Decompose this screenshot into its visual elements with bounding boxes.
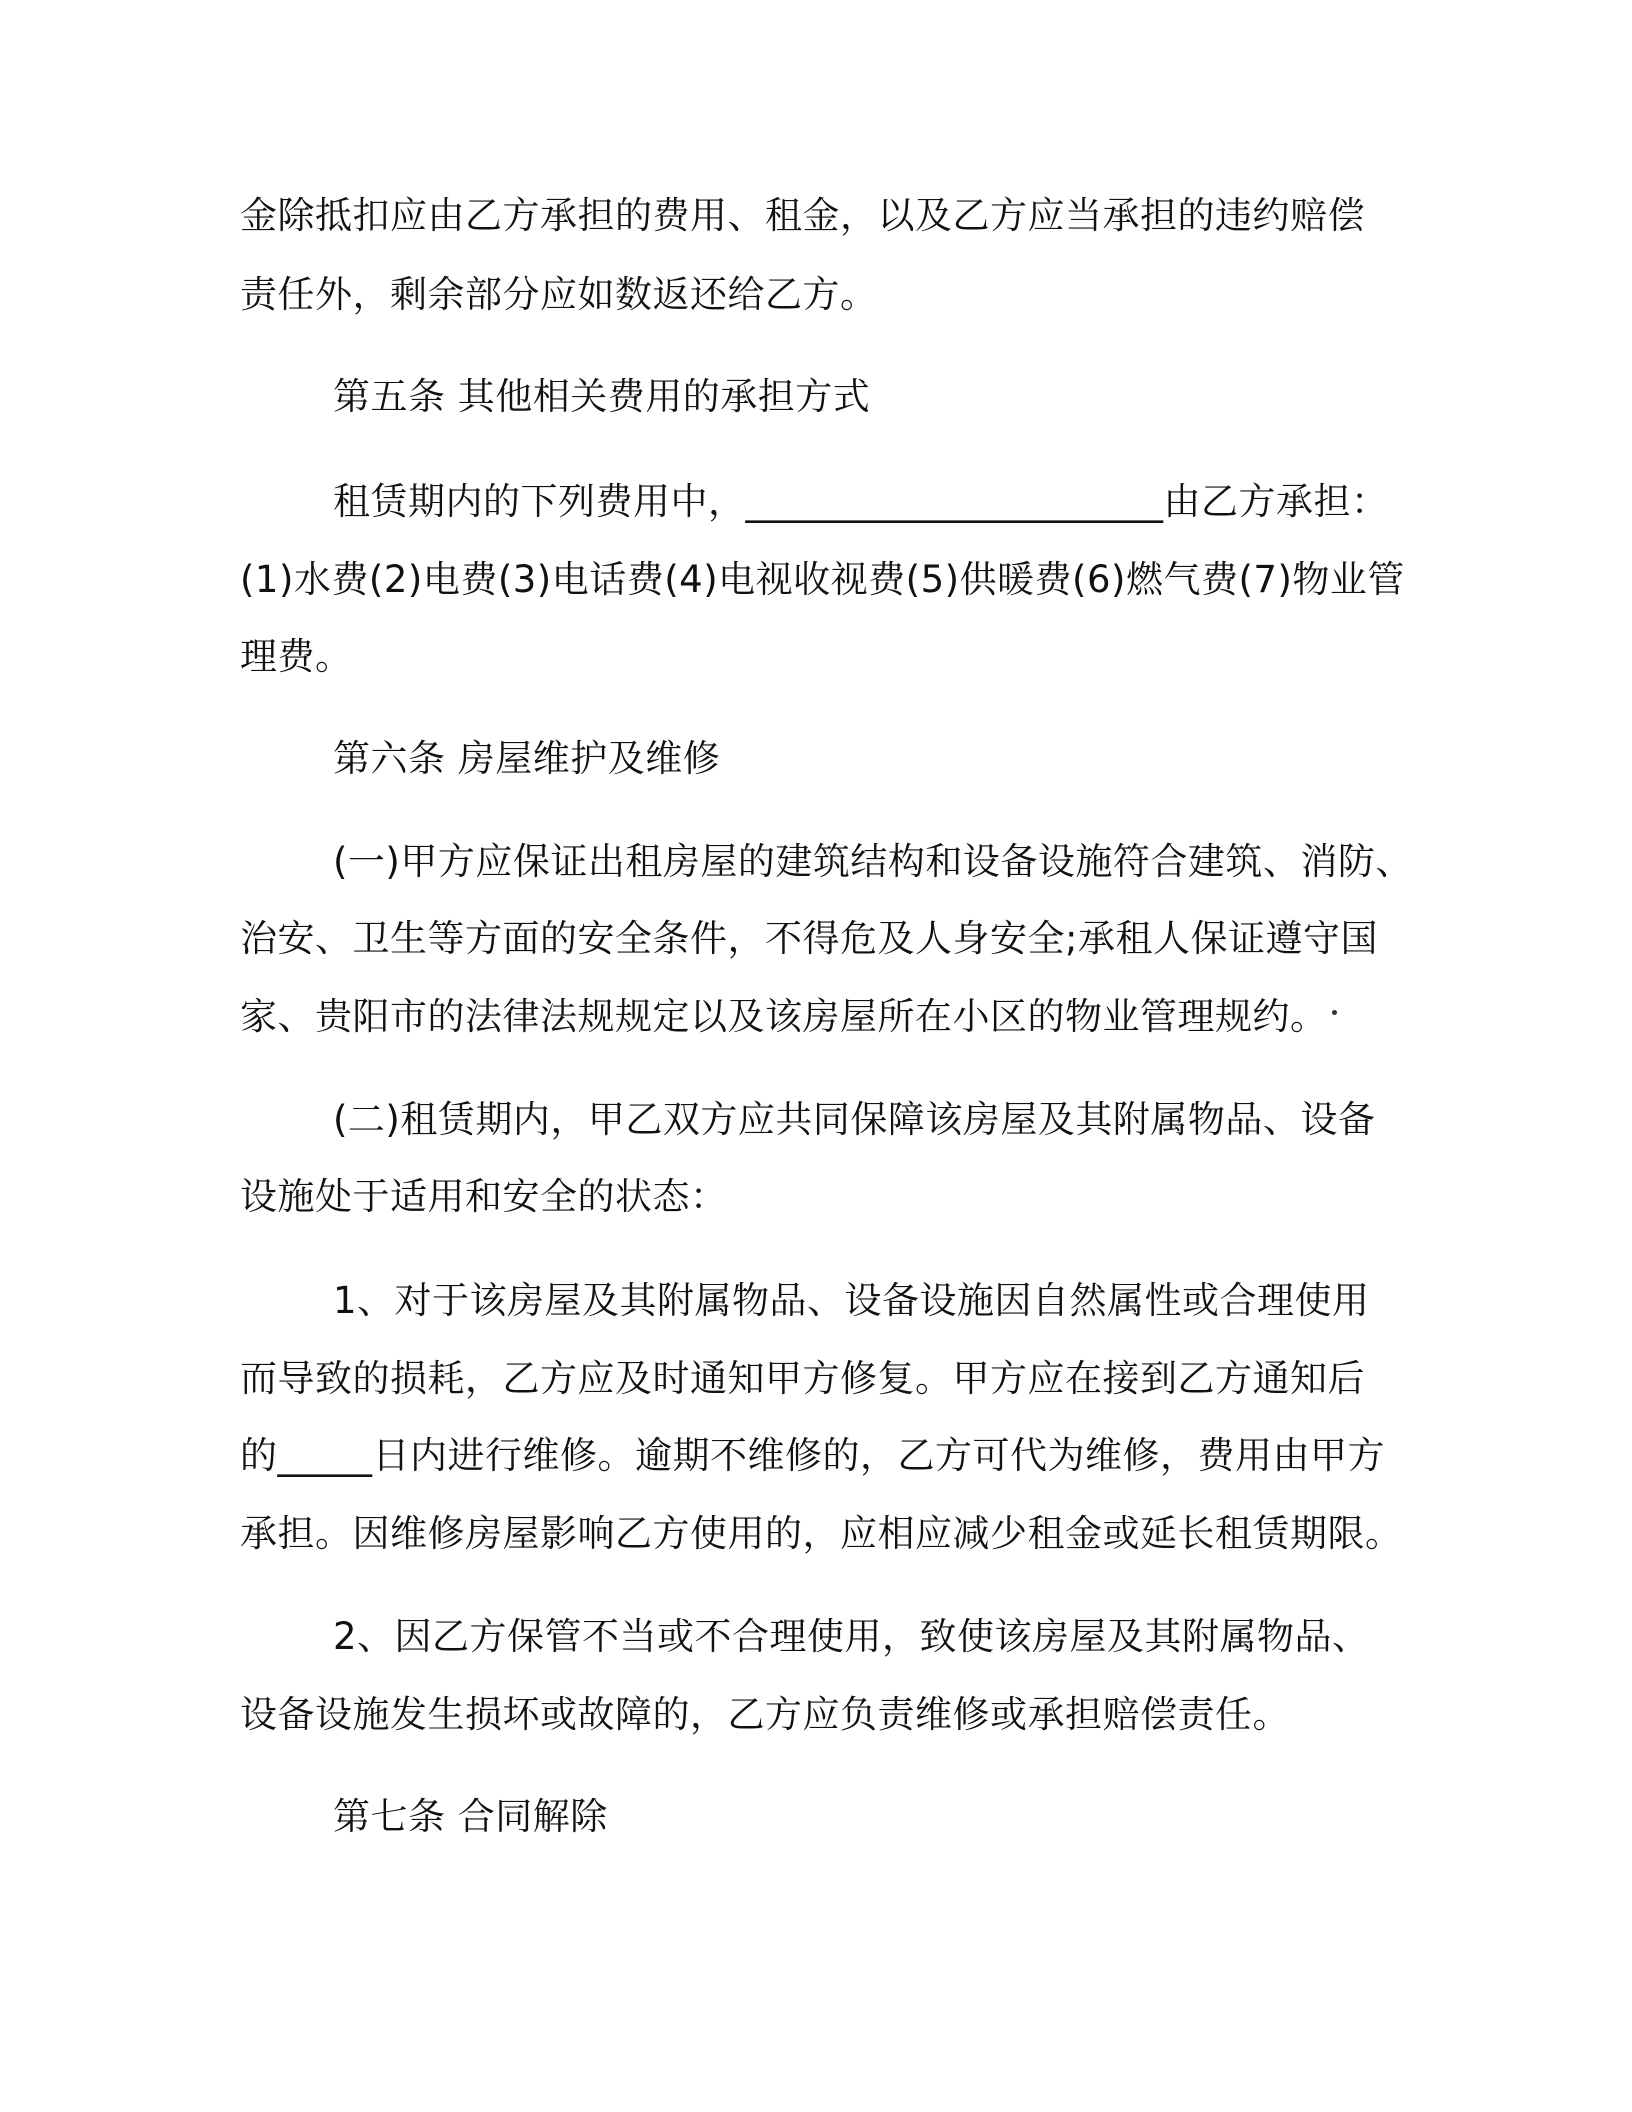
text-line: 设备设施发生损坏或故障的，乙方应负责维修或承担赔偿责任。 <box>240 1693 1290 1736</box>
text-line: (一)甲方应保证出租房屋的建筑结构和设备设施符合建筑、消防、 <box>333 840 1413 883</box>
text-line: 金除抵扣应由乙方承担的费用、租金，以及乙方应当承担的违约赔偿 <box>240 194 1365 237</box>
section-heading: 第五条 其他相关费用的承担方式 <box>333 375 871 418</box>
text-line: 治安、卫生等方面的安全条件，不得危及人身安全;承租人保证遵守国 <box>240 917 1378 960</box>
text-line: 而导致的损耗，乙方应及时通知甲方修复。甲方应在接到乙方通知后 <box>240 1357 1365 1400</box>
section-heading: 第七条 合同解除 <box>333 1795 608 1838</box>
text-line: 责任外，剩余部分应如数返还给乙方。 <box>240 273 878 316</box>
stray-mark <box>1332 1010 1337 1015</box>
text-line: 理费。 <box>240 635 353 678</box>
text-line: 租赁期内的下列费用中，______________________由乙方承担： <box>333 480 1389 523</box>
text-line: (1)水费(2)电费(3)电话费(4)电视收视费(5)供暖费(6)燃气费(7)物业管 <box>240 558 1405 601</box>
text-line: (二)租赁期内，甲乙双方应共同保障该房屋及其附属物品、设备 <box>333 1098 1376 1141</box>
text-line: 1、对于该房屋及其附属物品、设备设施因自然属性或合理使用 <box>333 1279 1370 1322</box>
text-line: 2、因乙方保管不当或不合理使用，致使该房屋及其附属物品、 <box>333 1615 1370 1658</box>
section-heading: 第六条 房屋维护及维修 <box>333 737 721 780</box>
text-line: 的_____日内进行维修。逾期不维修的，乙方可代为维修，费用由甲方 <box>240 1434 1385 1477</box>
text-line: 家、贵阳市的法律法规规定以及该房屋所在小区的物业管理规约。 <box>240 995 1328 1038</box>
text-line: 承担。因维修房屋影响乙方使用的，应相应减少租金或延长租赁期限。 <box>240 1512 1403 1555</box>
text-line: 设施处于适用和安全的状态： <box>240 1175 728 1218</box>
